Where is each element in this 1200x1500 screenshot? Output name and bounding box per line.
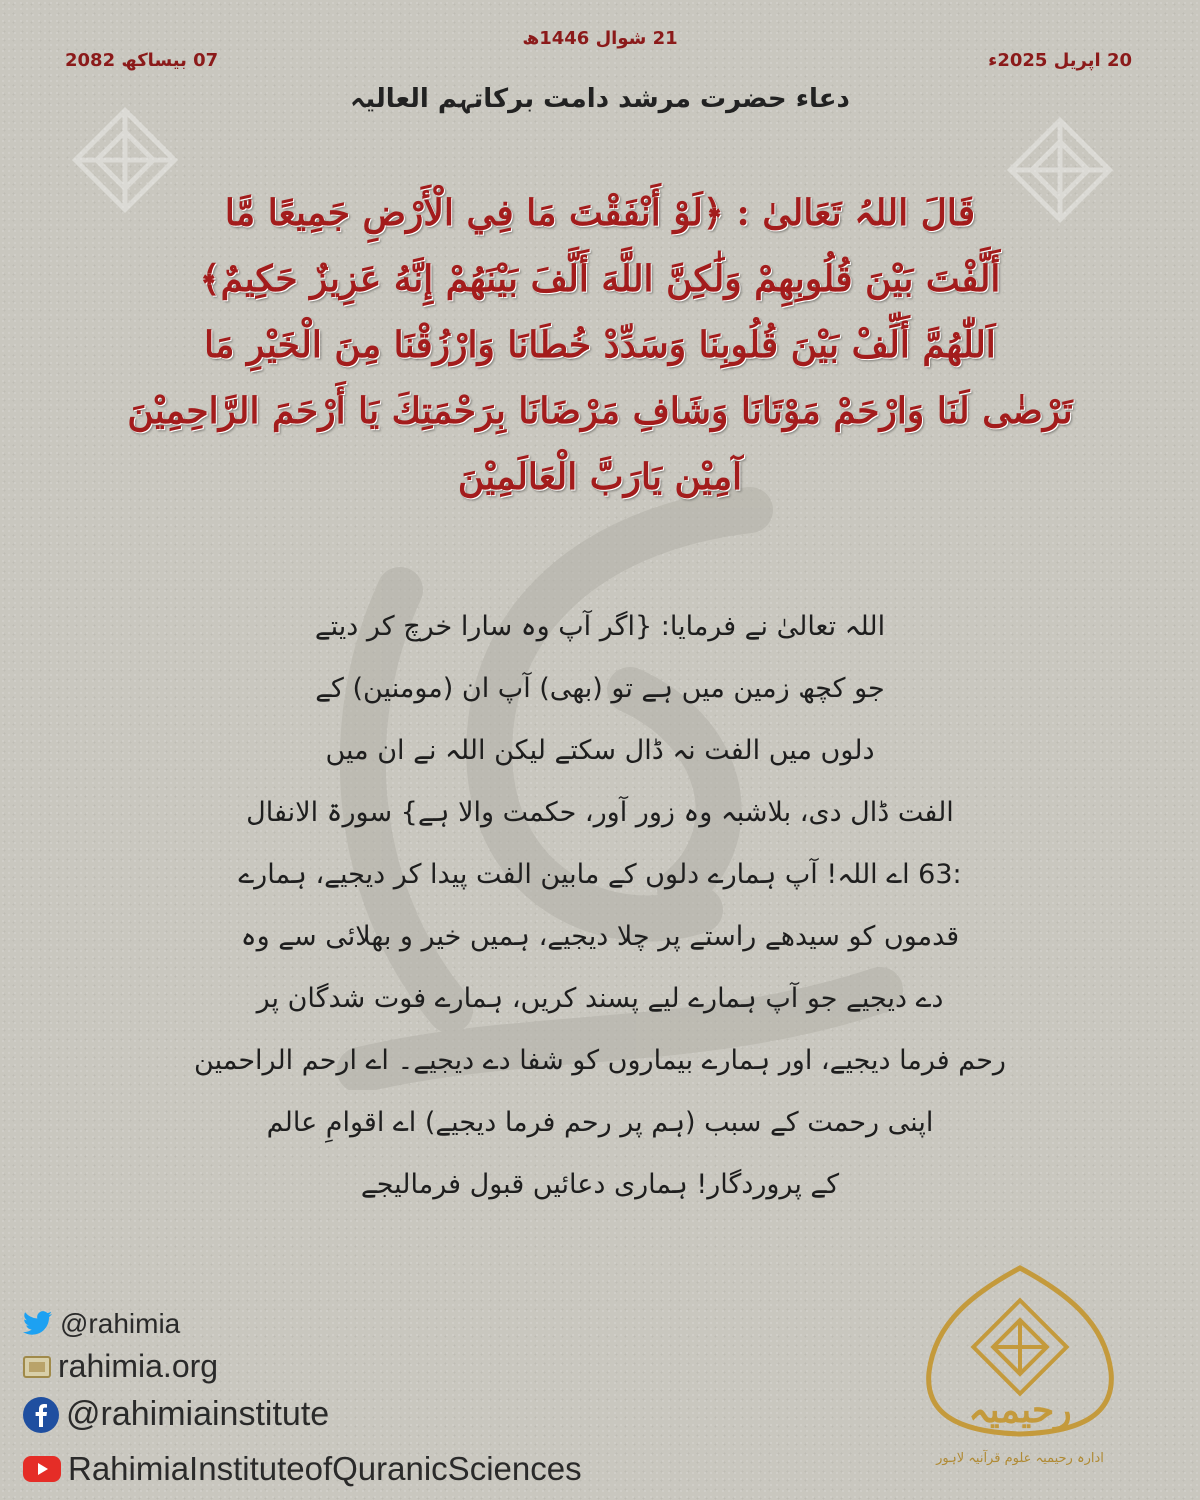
urdu-line: دلوں میں الفت نہ ڈال سکتے لیکن اللہ نے ان میں: [325, 735, 875, 766]
logo-subtitle: ادارہ رحیمیہ علوم قرآنیہ لاہور: [936, 1451, 1104, 1466]
website-url: rahimia.org: [58, 1348, 219, 1384]
urdu-line: رحم فرما دیجیے، اور ہمارے بیماروں کو شفا دے دیجیے۔ اے ارحم الراحمین: [194, 1045, 1006, 1076]
youtube-channel: RahimiaInstituteofQuranicSciences: [68, 1450, 582, 1487]
urdu-translation-block: [150, 596, 1050, 1216]
logo-name: رحیمیہ: [968, 1389, 1072, 1431]
arabic-line: تَرْضٰی لَنَا وَارْحَمْ مَوْتَانَا وَشَافِ مَرْضَانَا بِرَحْمَتِكَ يَا أَرْحَمَ الرَّاحِمِيْنَ: [127, 390, 1073, 432]
rahimia-logo: [915, 1262, 1125, 1482]
urdu-line: اپنی رحمت کے سبب (ہم پر رحم فرما دیجیے) اے اقوامِ عالم: [266, 1107, 934, 1138]
twitter-icon: [22, 1310, 54, 1338]
urdu-line: اللہ تعالیٰ نے فرمایا: {اگر آپ وہ سارا خرچ کر دیتے: [314, 611, 886, 642]
arabic-line: قَالَ اللہُ تَعَالیٰ : ﴿لَوْ أَنْفَقْتَ مَا فِي الْأَرْضِ جَمِيعًا مَّا: [224, 192, 976, 234]
arabic-line: أَلَّفْتَ بَيْنَ قُلُوبِهِمْ وَلَٰكِنَّ اللَّهَ أَلَّفَ بَيْنَهُمْ إِنَّهُ عَزِيزٌ حَكِيمٌ﴾: [199, 258, 1001, 300]
arabic-line: اَللّٰھُمَّ أَلِّفْ بَيْنَ قُلُوبِنَا وَسَدِّدْ خُطَانَا وَارْزُقْنَا مِنَ الْخَيْرِ مَا: [204, 324, 996, 366]
facebook-handle: @rahimiainstitute: [66, 1395, 330, 1433]
hijri-date: 21 شوال 1446ھ: [522, 28, 678, 49]
facebook-icon: [22, 1396, 60, 1434]
urdu-line: الفت ڈال دی، بلاشبہ وہ زور آور، حکمت والا ہے} سورۃ الانفال: [246, 797, 954, 828]
arabic-text-block: [110, 180, 1090, 510]
arabic-line: آمِیْن یَارَبَّ الْعَالَمِیْنَ: [457, 456, 743, 498]
twitter-handle: @rahimia: [60, 1308, 181, 1339]
page-title: دعاء حضرت مرشد دامت برکاتہم العالیہ: [350, 84, 850, 114]
twitter-link[interactable]: [22, 1308, 180, 1340]
bikrami-date: 07 بیساکھ 2082: [65, 50, 219, 71]
website-icon: [22, 1354, 52, 1380]
urdu-line: کے پروردگار! ہماری دعائیں قبول فرمالیجے: [360, 1169, 840, 1200]
urdu-line: قدموں کو سیدھے راستے پر چلا دیجیے، ہمیں خیر و بھلائی سے وہ: [240, 921, 960, 952]
youtube-icon: [22, 1454, 62, 1484]
website-link[interactable]: [22, 1348, 218, 1385]
urdu-line: دے دیجیے جو آپ ہمارے لیے پسند کریں، ہمارے فوت شدگان پر: [256, 983, 944, 1014]
youtube-link[interactable]: [22, 1450, 582, 1488]
urdu-line: جو کچھ زمین میں ہے تو (بھی) آپ ان (مومنین) کے: [315, 673, 885, 704]
urdu-line: :63 اے اللہ! آپ ہمارے دلوں کے مابین الفت پیدا کر دیجیے، ہمارے: [238, 859, 962, 890]
gregorian-date: 20 اپریل 2025ء: [988, 50, 1132, 71]
facebook-link[interactable]: [22, 1395, 329, 1434]
